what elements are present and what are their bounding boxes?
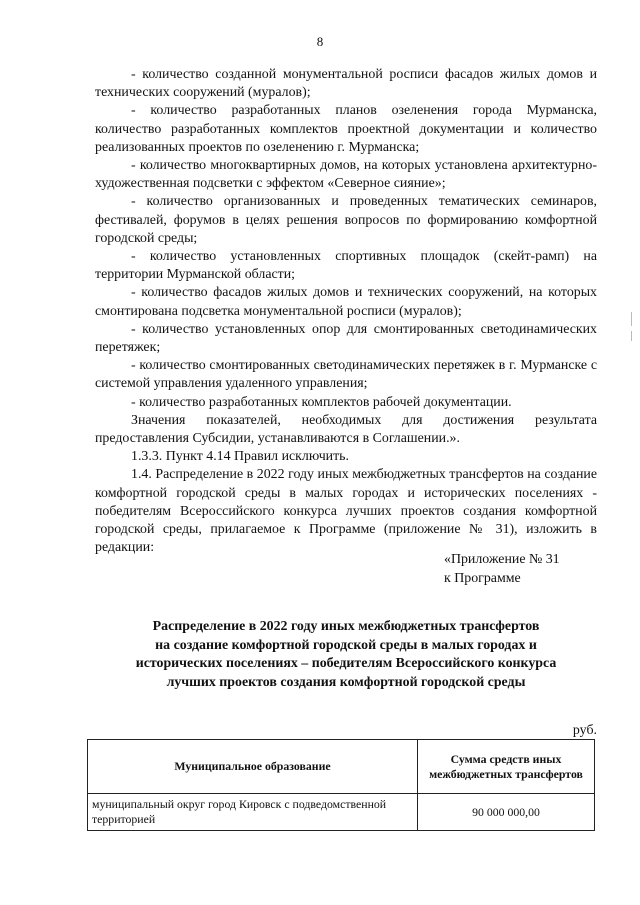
paragraph-skate-ramps: - количество установленных спортивных площадок (скейт-рамп) на территории Мурманской области; [95, 249, 597, 283]
paragraph-clause-1-3-3: 1.3.3. Пункт 4.14 Правил исключить. [131, 449, 349, 465]
paragraph-light-garlands: - количество смонтированных светодинамических перетяжек в г. Мурманске с системой управления удаленного управления; [95, 358, 597, 392]
cell-amount: 90 000 000,00 [418, 794, 595, 831]
currency-unit: руб. [572, 723, 597, 738]
paragraph-facade-lighting: - количество фасадов жилых домов и технических сооружений, на которых смонтирована подсветка монументальной росписи (муралов); [95, 285, 597, 319]
scan-mark [631, 312, 632, 326]
paragraph-supports: - количество установленных опор для смонтированных светодинамических перетяжек; [95, 321, 597, 356]
paragraph-work-docs: - количество разработанных комплектов рабочей документации. [131, 394, 512, 410]
document-title [95, 618, 597, 692]
header-municipality: Муниципальное образование [88, 740, 418, 794]
appendix-number: «Приложение № 31 [444, 552, 560, 567]
paragraph-murals-count: - количество созданной монументальной росписи фасадов жилых домов и технических сооружений (муралов); [95, 67, 597, 101]
page-number: 8 [316, 34, 324, 49]
title-line-3: исторических поселениях – победителям Всероссийского конкурса [135, 656, 557, 671]
paragraph-indicator-values: Значения показателей, необходимых для достижения результата предоставления Субсидии, устанавливаются в Соглашении.». [95, 412, 597, 447]
title-line-1: Распределение в 2022 году иных межбюджетных трансфертов [152, 619, 540, 634]
appendix-reference [444, 551, 560, 588]
table-row [88, 794, 595, 831]
scan-mark [631, 331, 632, 341]
title-line-2: на создание комфортной городской среды в малых городах и [155, 637, 537, 653]
allocation-table [87, 739, 595, 831]
paragraph-clause-1-4: 1.4. Распределение в 2022 году иных межбюджетных трансфертов на создание комфортной городской среды в малых городах и исторических поселениях - победителям Всероссийского конкурса лучших проектов создания комфортной городской среды, прилагаемое к Программе (приложение № 31), изложить в редакции: [95, 467, 597, 556]
appendix-target: к Программе [444, 570, 521, 586]
cell-municipality: муниципальный округ город Кировск с подведомственной территорией [88, 794, 418, 831]
table-header-row [88, 740, 595, 794]
body-text [95, 66, 597, 557]
paragraph-northern-lights: - количество многоквартирных домов, на которых установлена архитектурно-художественная подсветки с эффектом «Северное сияние»; [95, 158, 597, 192]
header-amount: Сумма средств иных межбюджетных трансфертов [418, 740, 595, 794]
paragraph-seminars: - количество организованных и проведенных тематических семинаров, фестивалей, форумов в целях решения вопросов по формированию комфортной городской среды; [95, 194, 597, 246]
paragraph-greening-plans: - количество разработанных планов озеленения города Мурманска, количество разработанных комплектов проектной документации и количество реализованных проектов по озеленению г. Мурманска; [95, 103, 597, 155]
title-line-4: лучших проектов создания комфортной городской среды [166, 674, 526, 690]
